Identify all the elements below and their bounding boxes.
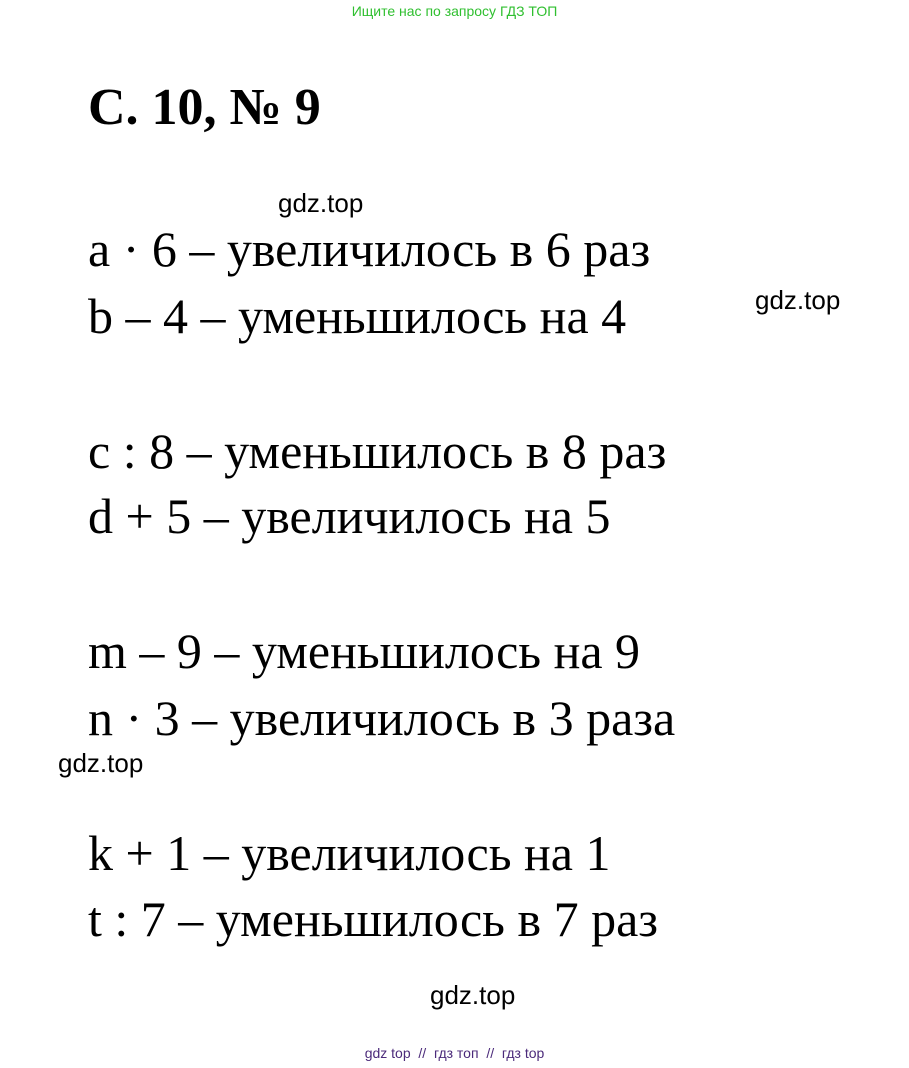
watermark: gdz.top (278, 188, 364, 218)
answer-line: k + 1 – увеличилось на 1 (88, 825, 611, 881)
answer-line: m – 9 – уменьшилось на 9 (88, 623, 641, 679)
answer-line: c : 8 – уменьшилось в 8 раз (88, 423, 667, 479)
watermark: gdz.top (430, 980, 516, 1010)
answer-line: d + 5 – увеличилось на 5 (88, 488, 611, 544)
answer-line: t : 7 – уменьшилось в 7 раз (88, 891, 659, 947)
watermark: gdz.top (58, 748, 144, 778)
footer-links: gdz top // гдз топ // гдз top (364, 1045, 545, 1061)
answer-line: b – 4 – уменьшилось на 4 (88, 288, 627, 344)
answer-line: n · 3 – увеличилось в 3 раза (88, 690, 676, 746)
answer-line: a · 6 – увеличилось в 6 раз (88, 221, 651, 277)
search-banner: Ищите нас по запросу ГДЗ ТОП (351, 3, 558, 19)
page-title: С. 10, № 9 (88, 79, 321, 136)
watermark: gdz.top (755, 285, 841, 315)
